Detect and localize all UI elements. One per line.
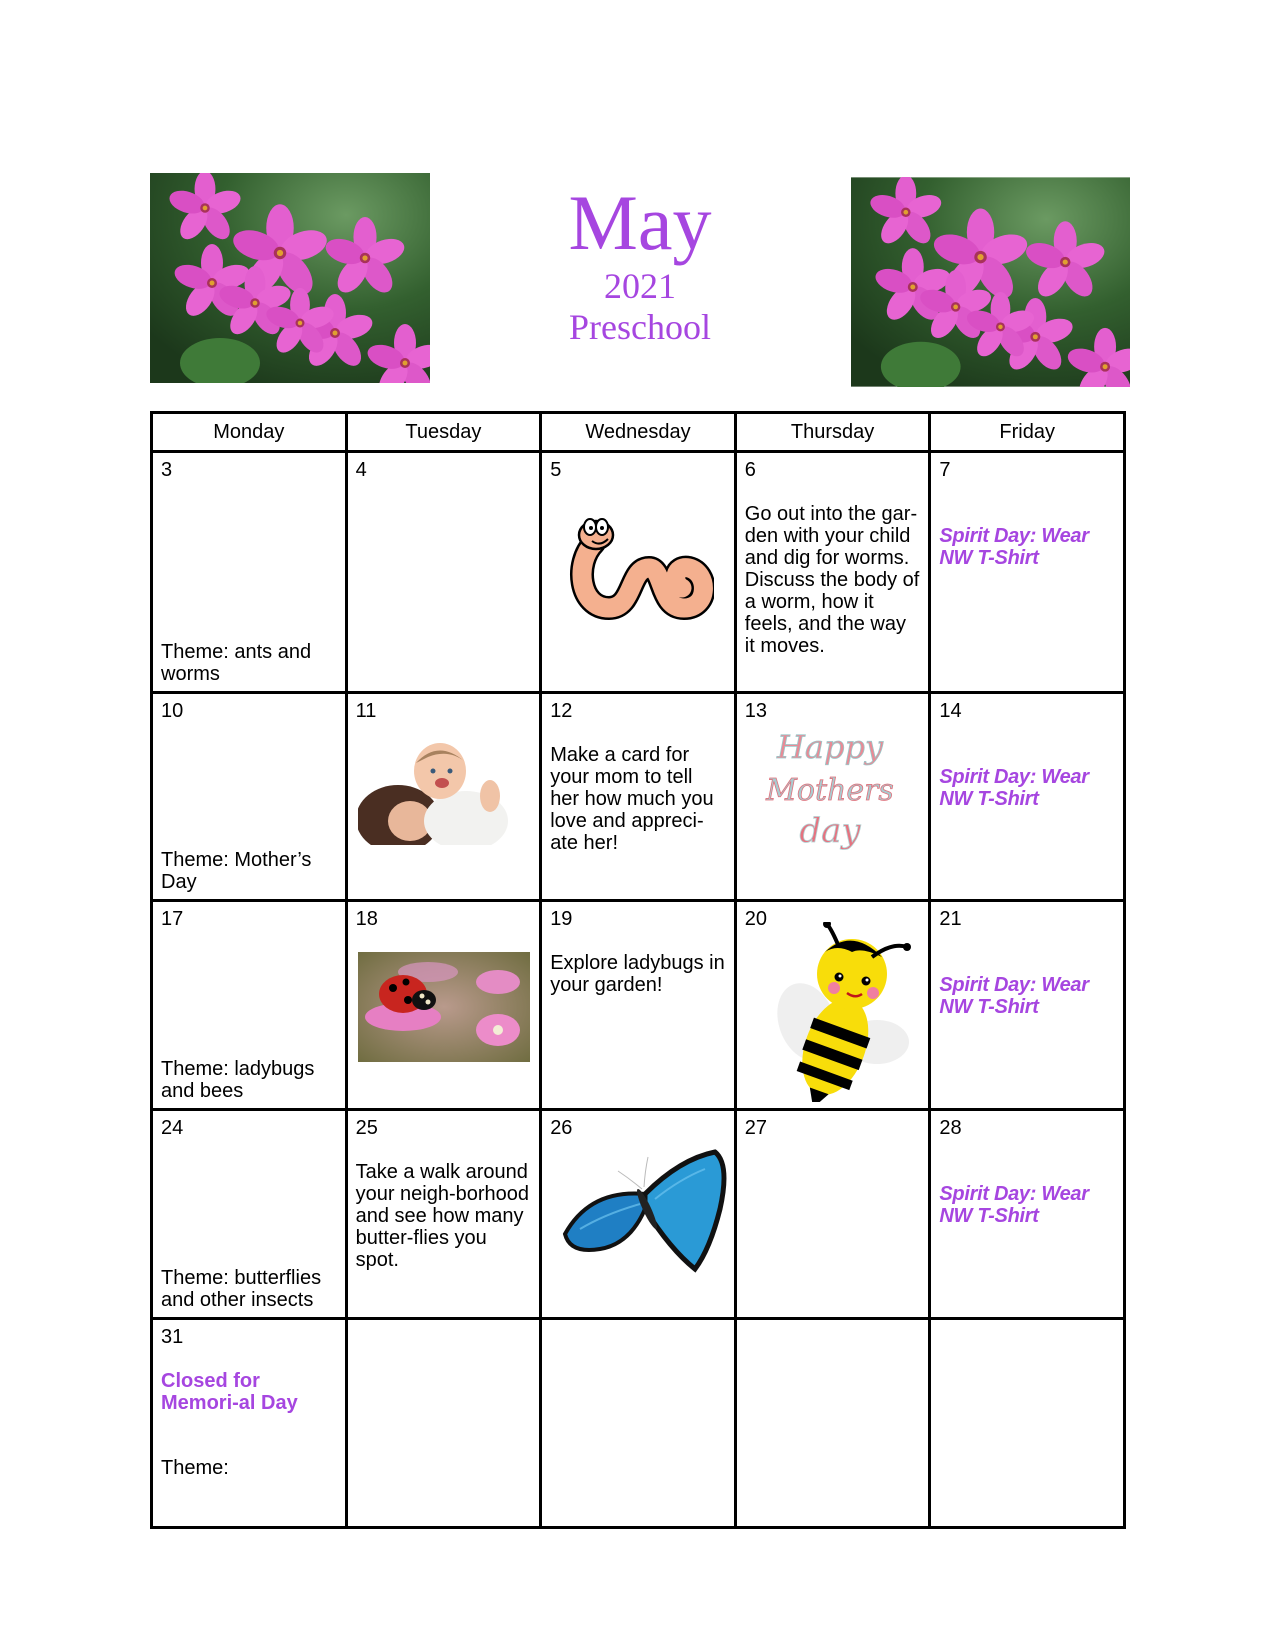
spirit-day-note: Spirit Day: Wear NW T-Shirt: [939, 1183, 1089, 1227]
day-theme: Theme: ants and worms: [161, 641, 312, 685]
day-number: 18: [355, 908, 378, 930]
worm-cartoon-icon: [564, 513, 714, 623]
day-cell: [735, 901, 930, 1110]
day-number: 6: [744, 459, 756, 481]
header-flower-image-left: [150, 173, 430, 383]
weekday-thursday: Thursday: [735, 413, 930, 452]
day-cell: [152, 901, 347, 1110]
day-theme: Theme: Mother’s Day: [161, 849, 312, 893]
spirit-day-note: Spirit Day: Wear NW T-Shirt: [939, 974, 1089, 1018]
weekday-tuesday: Tuesday: [346, 413, 541, 452]
day-cell: [541, 1110, 736, 1319]
day-number: 12: [550, 700, 573, 722]
day-cell: [346, 1110, 541, 1319]
title-month: May: [568, 179, 712, 266]
day-activity-note: Go out into the gar-den with your child and dig for worms. Discuss the body of a worm, how it feels, and the way it moves.: [744, 503, 920, 657]
day-cell: [930, 901, 1125, 1110]
weekday-monday: Monday: [152, 413, 347, 452]
day-number: 21: [939, 908, 962, 930]
ladybug-on-flower-photo-icon: [358, 952, 530, 1062]
week-row: [152, 452, 1125, 693]
week-row: [152, 901, 1125, 1110]
day-number: 19: [550, 908, 573, 930]
day-cell: [346, 901, 541, 1110]
day-cell: [152, 1110, 347, 1319]
day-cell: [930, 693, 1125, 901]
day-cell: [152, 1319, 347, 1528]
calendar-table: [150, 411, 1126, 1529]
week-row: [152, 693, 1125, 901]
day-number: 11: [355, 700, 377, 722]
day-cell: [735, 693, 930, 901]
pink-flowers-icon: [851, 177, 1130, 387]
day-number: 4: [355, 459, 367, 481]
day-cell: [152, 693, 347, 901]
week-row: [152, 1319, 1125, 1528]
day-number: 24: [161, 1117, 184, 1139]
day-number: 25: [355, 1117, 378, 1139]
svg-text:Happy: Happy: [776, 728, 883, 766]
day-cell-empty: [735, 1319, 930, 1528]
day-cell-empty: [541, 1319, 736, 1528]
day-cell: [735, 1110, 930, 1319]
day-cell: [346, 693, 541, 901]
day-cell-empty: [346, 1319, 541, 1528]
day-cell: [930, 452, 1125, 693]
day-number: 7: [939, 459, 951, 481]
happy-mothers-day-lettering-icon: [765, 724, 895, 854]
weekday-header-row: [152, 413, 1125, 452]
svg-text:Mothers: Mothers: [765, 773, 894, 808]
bee-cartoon-icon: [777, 922, 927, 1102]
day-number: 31: [161, 1326, 184, 1348]
day-activity-note: Explore ladybugs in your garden!: [550, 952, 725, 996]
day-theme: Theme: ladybugs and bees: [161, 1058, 315, 1102]
spirit-day-note: Spirit Day: Wear NW T-Shirt: [939, 525, 1089, 569]
weekday-friday: Friday: [930, 413, 1125, 452]
day-number: 5: [550, 459, 562, 481]
day-number: 3: [161, 459, 173, 481]
day-cell: [541, 901, 736, 1110]
spirit-day-note: Spirit Day: Wear NW T-Shirt: [939, 766, 1089, 810]
svg-text:day: day: [799, 811, 861, 851]
day-theme: Theme:: [161, 1457, 229, 1479]
title-subtitle: Preschool: [569, 307, 711, 347]
week-row: [152, 1110, 1125, 1319]
title-year: 2021: [604, 266, 676, 306]
weekday-wednesday: Wednesday: [541, 413, 736, 452]
title-block: [450, 180, 830, 348]
day-number: 28: [939, 1117, 962, 1139]
day-cell: [541, 693, 736, 901]
pink-flowers-icon: [150, 173, 430, 383]
day-cell: [735, 452, 930, 693]
day-cell: [930, 1110, 1125, 1319]
day-number: 13: [744, 700, 768, 722]
day-number: 14: [939, 700, 962, 722]
day-theme: Theme: butterflies and other insects: [161, 1267, 322, 1311]
day-number: 27: [744, 1117, 768, 1139]
day-cell: [346, 452, 541, 693]
day-activity-note: Make a card for your mom to tell her how much you love and appreci-ate her!: [550, 744, 714, 854]
day-cell-empty: [930, 1319, 1125, 1528]
day-cell: [541, 452, 736, 693]
day-cell: [152, 452, 347, 693]
blue-butterfly-photo-icon: [560, 1149, 730, 1279]
day-number: 10: [161, 700, 184, 722]
closed-notice: Closed for Memori-al Day: [161, 1370, 298, 1414]
day-number: 20: [744, 908, 768, 930]
header-flower-image-right: [851, 177, 1130, 387]
day-number: 17: [161, 908, 184, 930]
mother-baby-photo-icon: [358, 741, 513, 845]
day-activity-note: Take a walk around your neigh-borhood and see how many butter-flies you spot.: [355, 1161, 530, 1271]
day-number: 26: [550, 1117, 573, 1139]
